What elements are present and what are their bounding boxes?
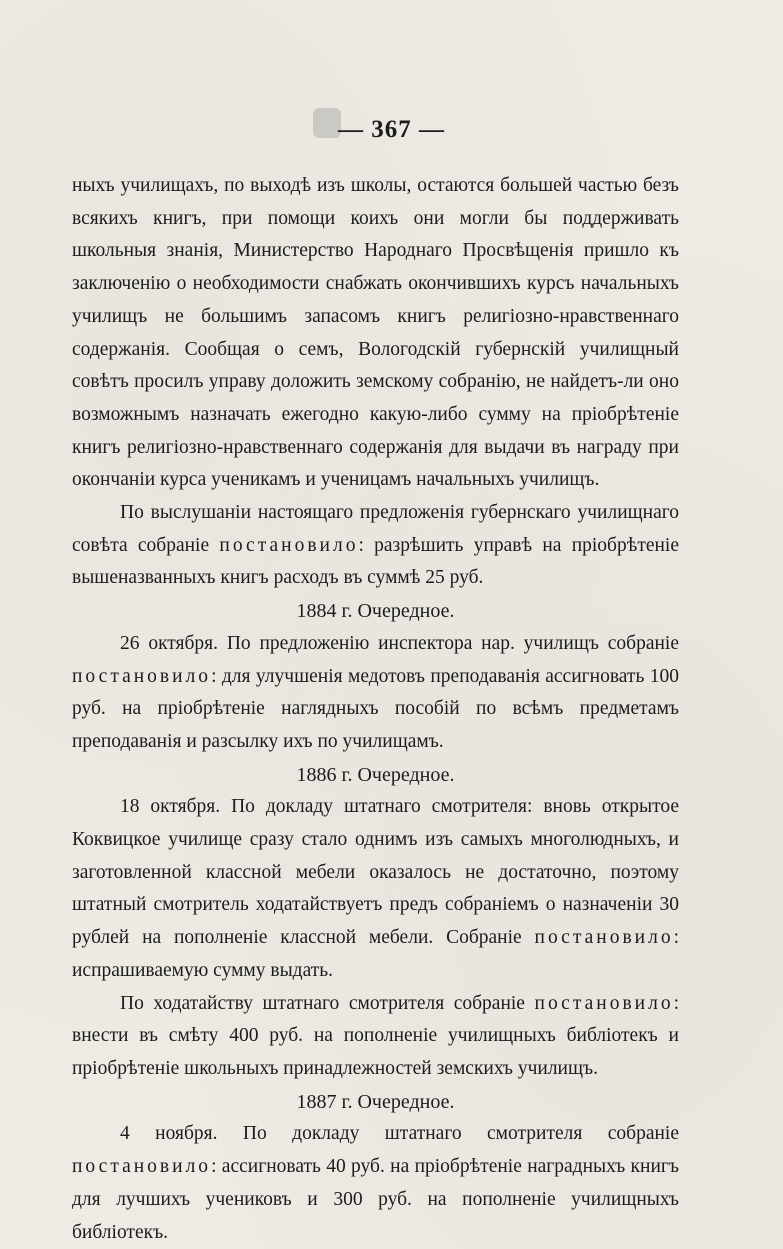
section-heading-1887: 1887 г. Очередное. (296, 1090, 455, 1113)
section-heading-1884: 1884 г. Очередное. (296, 600, 455, 623)
paragraph-1887 (72, 1118, 679, 1249)
paragraph-1886-libraries (72, 988, 679, 1086)
paragraph-1884 (72, 628, 679, 759)
paragraph-text: : внести въ смѣту 400 руб. на пополненіе училищныхъ библіотекъ и пріобрѣтеніе школьныхъ принадлежностей земскихъ училищъ. (72, 992, 679, 1079)
paragraph-1886-furniture (72, 791, 679, 987)
paragraph-text: : ассигновать 40 руб. на пріобрѣтеніе наградныхъ книгъ для лучшихъ учениковъ и 300 руб. на пополненіе училищныхъ библіотекъ. (72, 1156, 679, 1243)
paragraph-text: 4 ноября. По докладу штатнаго смотрителя собраніе (120, 1123, 679, 1145)
paragraph-resolution-books (72, 497, 679, 595)
paragraph-text: : для улучшенія медотовъ преподаванія ассигновать 100 руб. на пріобрѣтеніе наглядныхъ пособій по всѣмъ предметамъ преподаванія и разсылку ихъ по училищамъ. (72, 665, 679, 752)
paragraph-text: 18 октября. По докладу штатнаго смотрителя: вновь открытое Коквицкое училище сразу стало однимъ изъ самыхъ многолюдныхъ, и заготовленной классной мебели оказалось не достаточно, поэтому штатный смотритель ходатайствуетъ предъ собраніемъ о назначеніи 30 рублей на пополненіе классной мебели. Собраніе (72, 796, 679, 949)
paragraph-text: : испрашиваемую сумму выдать. (72, 927, 679, 981)
paragraph-continuation: ныхъ училищахъ, по выходѣ изъ школы, остаются большей частью безъ всякихъ книгъ, при помощи коихъ они могли бы поддерживать школьныя знанія, Министерство Народнаго Просвѣщенія пришло къ заключенію о необходимости снабжать окончившихъ курсъ начальныхъ училищъ не большимъ запасомъ книгъ религіозно-нравственнаго содержанія. Сообщая о семъ, Вологодскій губернскій училищный совѣтъ просилъ управу доложить земскому собранію, не найдетъ-ли оно возможнымъ назначать ежегодно какую-либо сумму на пріобрѣтеніе книгъ религіозно-нравственнаго содержанія для выдачи въ награду при окончаніи курса ученикамъ и ученицамъ начальныхъ училищъ. (72, 175, 679, 491)
spaced-word: постановило (219, 534, 359, 556)
section-heading-1886: 1886 г. Очередное. (296, 763, 455, 786)
paragraph-text: : разрѣшить управѣ на пріобрѣтеніе вышеназванныхъ книгъ расходъ въ суммѣ 25 руб. (72, 534, 679, 589)
page-number: — 367 — (338, 116, 445, 143)
spaced-word: постановило (534, 927, 674, 949)
paragraph-text: По выслушаніи настоящаго предложенія губернскаго училищнаго совѣта собраніе (72, 502, 679, 556)
spaced-word: постановило (534, 992, 674, 1014)
paragraph-text: 26 октября. По предложенію инспектора нар. училищъ собраніе (120, 632, 679, 654)
spaced-word: постановило (72, 665, 212, 687)
spaced-word: постановило (72, 1156, 212, 1178)
body-text (72, 170, 679, 1249)
paragraph-text: По ходатайству штатнаго смотрителя собраніе (120, 992, 535, 1014)
